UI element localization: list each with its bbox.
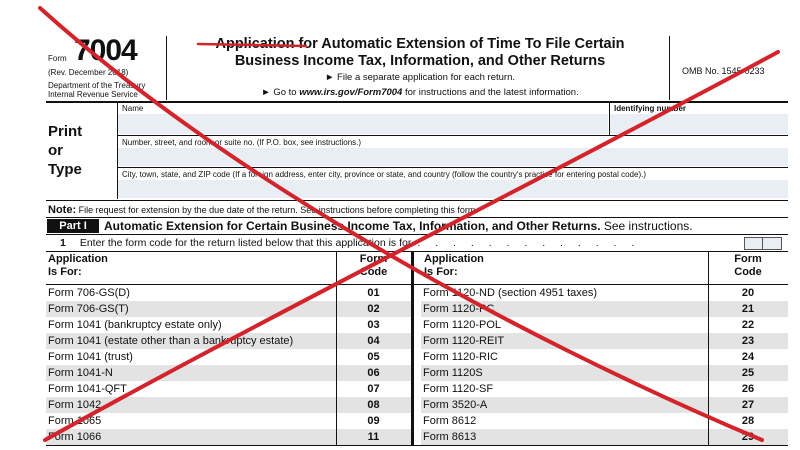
name-field[interactable] <box>118 114 608 134</box>
line1-number: 1 <box>60 237 66 249</box>
part-title-suffix: See instructions. <box>600 219 693 233</box>
left-app-header <box>48 253 108 279</box>
note-bold: Note: <box>48 204 77 216</box>
street-row-rule <box>117 167 788 168</box>
or-label: or <box>48 142 63 159</box>
application-name: Form 1120-SF <box>423 383 494 395</box>
application-name: Form 8612 <box>423 415 477 427</box>
table-row <box>46 349 411 365</box>
table-row <box>421 285 788 301</box>
part-title-bold: Automatic Extension for Certain Business Income Tax, Information, and Other Returns. <box>104 219 601 233</box>
left-code-header-line1: Form <box>359 253 388 265</box>
table-row <box>46 285 411 301</box>
print-label: Print <box>48 123 83 140</box>
form-title-line1: Application for Automatic Extension of Time To File Certain <box>215 36 625 52</box>
left-code-header <box>336 253 411 279</box>
application-name: Form 8613 <box>423 431 477 443</box>
form-code: 26 <box>741 383 755 395</box>
table-header-rule <box>46 284 788 285</box>
form-code: 05 <box>367 351 380 363</box>
identifying-number-field[interactable] <box>610 114 788 134</box>
form-code: 20 <box>741 287 755 299</box>
line1-rule <box>46 251 788 252</box>
form-code: 03 <box>367 319 380 331</box>
form-code: 25 <box>741 367 755 379</box>
table-row <box>46 413 411 429</box>
note-line <box>48 204 478 216</box>
application-name: Form 1041-QFT <box>48 383 127 395</box>
application-name: Form 1120-RIC <box>423 351 498 363</box>
agency-block <box>48 81 168 99</box>
form-code: 02 <box>367 303 380 315</box>
instruction-suffix: for instructions and the latest information. <box>402 87 579 98</box>
form-code: 24 <box>741 351 755 363</box>
table-row <box>46 301 411 317</box>
city-state-zip-field[interactable] <box>118 180 788 198</box>
city-label: City, town, state, and ZIP code (If a foreign address, enter city, province or state, and country (follow the country's practice for entering postal code).) <box>122 170 647 179</box>
right-code-column-rule <box>708 252 709 445</box>
application-name: Form 1041 (trust) <box>48 351 133 363</box>
left-app-header-line2: Is For: <box>48 266 82 278</box>
line1 <box>60 237 640 249</box>
agency-name: Internal Revenue Service <box>48 90 138 99</box>
application-name: Form 1120-POL <box>423 319 502 331</box>
application-name: Form 1066 <box>48 431 102 443</box>
application-name: Form 1120-REIT <box>423 335 505 347</box>
table-row <box>421 381 788 397</box>
application-name: Form 1041 (estate other than a bankruptcy estate) <box>48 335 294 347</box>
table-row <box>421 317 788 333</box>
application-name: Form 706-GS(T) <box>48 303 129 315</box>
form-code: 23 <box>741 335 755 347</box>
left-app-header-line1: Application <box>48 253 108 265</box>
table-row <box>421 413 788 429</box>
center-column-rule <box>411 252 414 445</box>
print-or-type-label <box>48 122 108 179</box>
name-label: Name <box>122 104 144 113</box>
name-row-rule <box>117 135 788 136</box>
form-code-input[interactable] <box>744 237 782 250</box>
application-name: Form 1042 <box>48 399 102 411</box>
application-name: Form 1120-PC <box>423 303 495 315</box>
table-row <box>46 365 411 381</box>
line1-text: Enter the form code for the return listed below that this application is for <box>79 237 412 249</box>
form-title-line2: Business Income Tax, Information, and Other Returns <box>234 53 606 69</box>
form-code: 27 <box>741 399 755 411</box>
right-app-header <box>424 253 484 279</box>
table-row <box>421 365 788 381</box>
street-label: Number, street, and room or suite no. (If P.O. box, see instructions.) <box>122 138 362 147</box>
application-name: Form 706-GS(D) <box>48 287 130 299</box>
application-name: Form 1041 (bankruptcy estate only) <box>48 319 222 331</box>
table-row <box>46 317 411 333</box>
form-code: 08 <box>367 399 380 411</box>
application-name: Form 3520-A <box>423 399 488 411</box>
table-row <box>421 397 788 413</box>
department-name: Department of the Treasury <box>48 81 146 90</box>
note-rule <box>46 217 788 218</box>
form-number: 7004 <box>74 34 137 67</box>
table-row <box>421 333 788 349</box>
revision-date: (Rev. December 2018) <box>48 68 129 77</box>
left-code-header-line2: Code <box>359 266 388 278</box>
right-app-header-line2: Is For: <box>424 266 458 278</box>
part-title <box>104 219 693 233</box>
right-app-header-line1: Application <box>424 253 484 265</box>
form-label: Form <box>48 54 67 63</box>
address-bottom-rule <box>46 200 788 201</box>
form-code: 21 <box>741 303 755 315</box>
instruction-separate-application: ► File a separate application for each return. <box>324 72 515 83</box>
table-bottom-rule <box>46 445 788 446</box>
left-code-column-rule <box>336 252 337 445</box>
table-row <box>46 429 411 445</box>
omb-number: OMB No. 1545-0233 <box>682 66 765 76</box>
irs-link[interactable]: www.irs.gov/Form7004 <box>299 87 403 98</box>
part-rule <box>46 234 788 235</box>
form-code: 09 <box>367 415 380 427</box>
form-code: 06 <box>367 367 380 379</box>
form-code: 11 <box>367 431 380 443</box>
header-rule <box>46 101 788 103</box>
line1-dots: . . . . . . . . . . . . . <box>417 237 641 249</box>
header-divider-left <box>166 36 167 100</box>
form-code: 29 <box>741 431 755 443</box>
application-name: Form 1041-N <box>48 367 113 379</box>
instruction-prefix: ► Go to <box>261 87 300 98</box>
identifying-number-label: Identifying number <box>614 104 686 113</box>
table-row <box>421 429 788 445</box>
right-code-header-line2: Code <box>734 266 762 278</box>
right-code-header <box>708 253 788 279</box>
application-name: Form 1120-ND (section 4951 taxes) <box>423 287 598 299</box>
type-label: Type <box>48 161 82 178</box>
name-id-divider <box>609 103 610 135</box>
application-name: Form 1065 <box>48 415 102 427</box>
table-row <box>421 349 788 365</box>
table-row <box>421 301 788 317</box>
right-code-header-line1: Form <box>734 253 762 265</box>
application-name: Form 1120S <box>423 367 483 379</box>
form-code: 04 <box>367 335 380 347</box>
part-badge: Part I <box>47 219 99 233</box>
form-code-input-divider <box>762 237 763 250</box>
instruction-go-to <box>170 87 670 98</box>
note-text: File request for extension by the due date of the return. See instructions before completing this form. <box>76 205 478 215</box>
table-row <box>46 381 411 397</box>
form-code: 28 <box>741 415 755 427</box>
form-code: 01 <box>367 287 380 299</box>
street-address-field[interactable] <box>118 148 788 166</box>
table-row <box>46 397 411 413</box>
form-code: 07 <box>367 383 380 395</box>
form-code: 22 <box>741 319 755 331</box>
table-row <box>46 333 411 349</box>
